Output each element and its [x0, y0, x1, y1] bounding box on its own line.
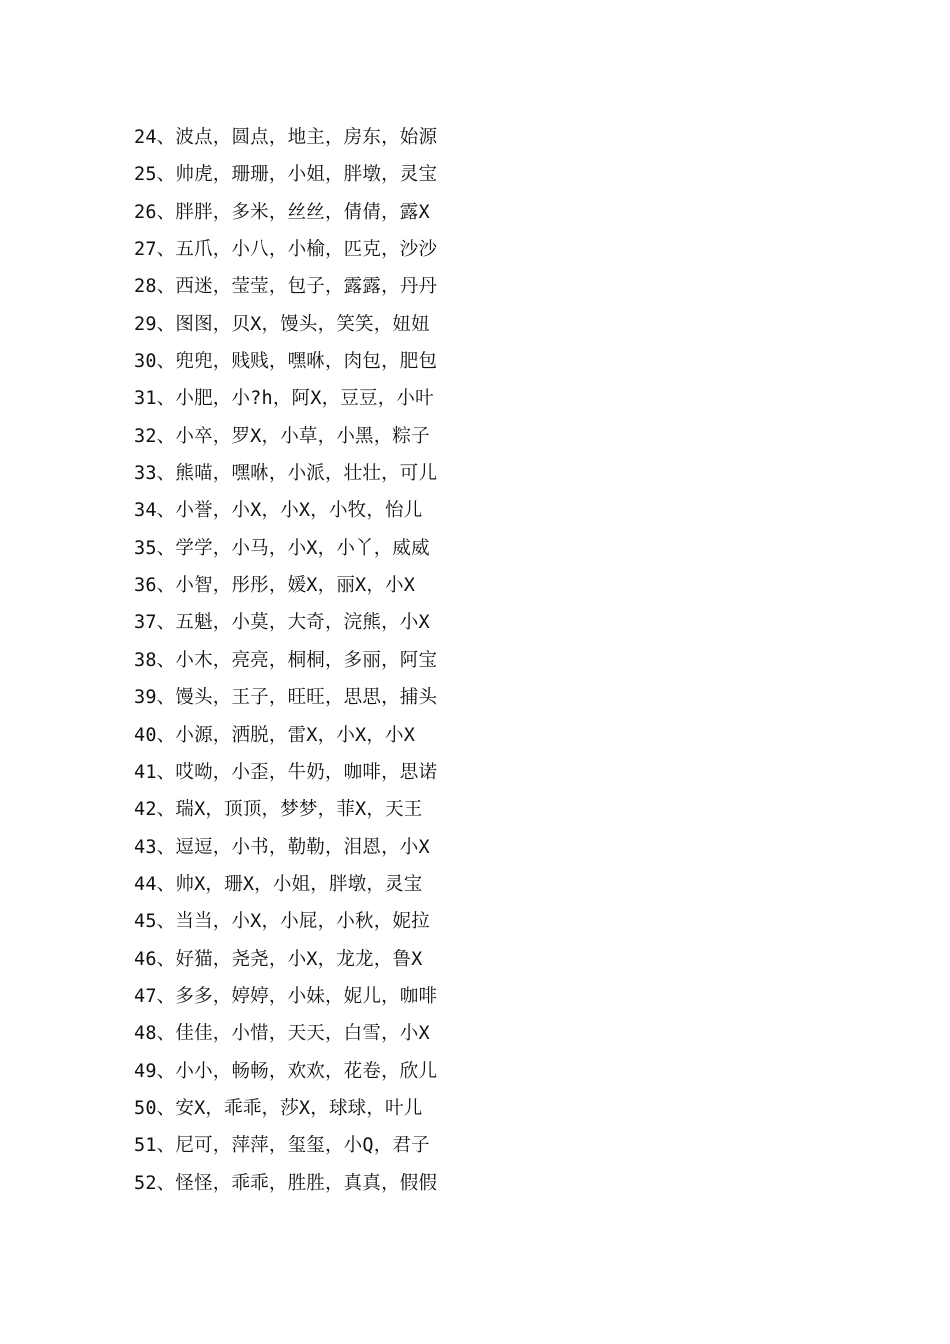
list-item: 45、当当，小X，小屁，小秋，妮拉 [134, 911, 430, 933]
list-item: 51、尼可，萍萍，玺玺，小Q，君子 [134, 1135, 430, 1157]
list-item: 29、图图，贝X，馒头，笑笑，妞妞 [134, 313, 430, 335]
list-item: 44、帅X，珊X，小姐，胖墩，灵宝 [134, 873, 423, 895]
list-item: 40、小源，洒脱，雷X，小X，小X [134, 724, 416, 746]
list-item: 46、好猫，尧尧，小X，龙龙，鲁X [134, 948, 423, 970]
list-item: 33、熊喵，嘿咻，小派，壮壮，可儿 [134, 463, 438, 485]
list-item: 34、小誉，小X，小X，小牧，怡儿 [134, 500, 423, 522]
list-item: 31、小肥，小?h，阿X，豆豆，小叶 [134, 388, 434, 410]
list-item: 50、安X，乖乖，莎X，球球，叶儿 [134, 1097, 423, 1119]
list-item: 49、小小，畅畅，欢欢，花卷，欣儿 [134, 1060, 438, 1082]
list-item: 35、学学，小马，小X，小丫，威威 [134, 537, 430, 559]
list-item: 43、逗逗，小书，勒勒，泪恩，小X [134, 836, 430, 858]
list-item: 38、小木，亮亮，桐桐，多丽，阿宝 [134, 649, 438, 671]
list-item: 52、怪怪，乖乖，胜胜，真真，假假 [134, 1172, 438, 1194]
list-item: 25、帅虎，珊珊，小姐，胖墩，灵宝 [134, 164, 438, 186]
list-item: 36、小智，彤彤，媛X，丽X，小X [134, 575, 416, 597]
list-item: 47、多多，婷婷，小妹，妮儿，咖啡 [134, 985, 438, 1007]
name-list [134, 123, 437, 1206]
list-item: 28、西迷，莹莹，包子，露露，丹丹 [134, 276, 438, 298]
list-item: 32、小卒，罗X，小草，小黑，粽子 [134, 425, 430, 447]
list-item: 41、哎呦，小歪，牛奶，咖啡，思诺 [134, 761, 438, 783]
list-item: 26、胖胖，多米，丝丝，倩倩，露X [134, 201, 430, 223]
list-item: 24、波点，圆点，地主，房东，始源 [134, 127, 438, 148]
list-item: 37、五魁，小莫，大奇，浣熊，小X [134, 612, 430, 634]
list-item: 27、五爪，小八，小榆，匹克，沙沙 [134, 239, 438, 261]
list-item: 42、瑞X，顶顶，梦梦，菲X，天王 [134, 799, 423, 821]
list-item: 48、佳佳，小惜，天天，白雪，小X [134, 1023, 430, 1045]
list-item: 30、兜兜，贱贱，嘿咻，肉包，肥包 [134, 351, 438, 373]
list-item: 39、馒头，王子，旺旺，思思，捕头 [134, 687, 438, 709]
